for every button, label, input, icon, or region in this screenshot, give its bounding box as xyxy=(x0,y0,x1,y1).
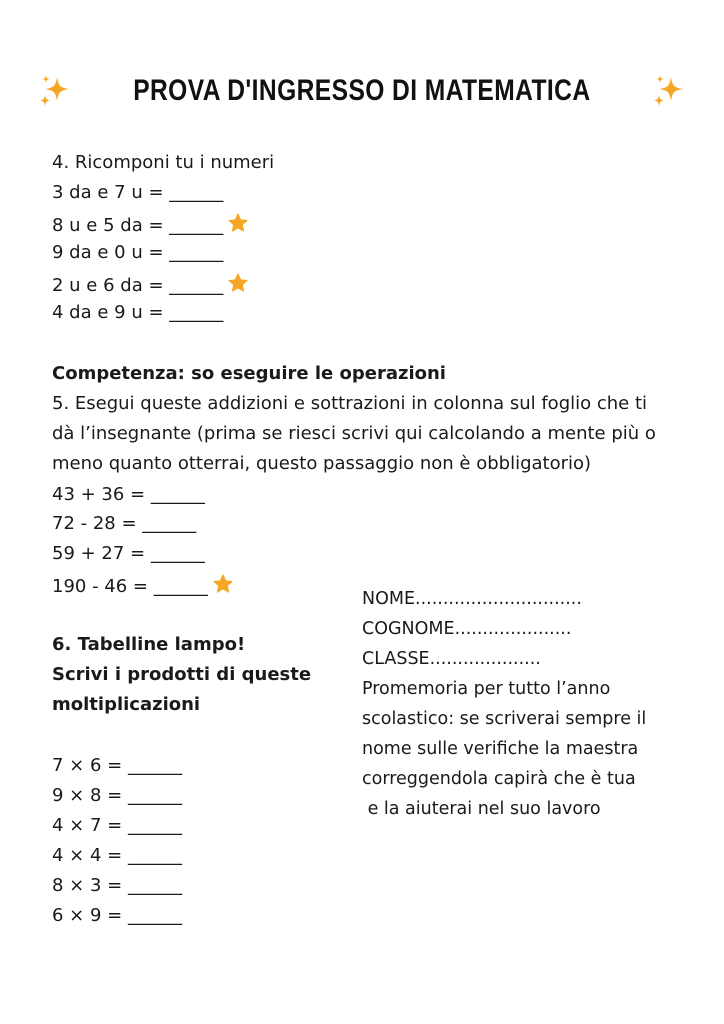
section-6-subtitle: Scrivi i prodotti di queste xyxy=(52,664,312,685)
name-field: NOME.............................. xyxy=(362,589,582,609)
list-item: 6 × 9 = ______ xyxy=(52,905,182,926)
sparkles-icon xyxy=(37,73,73,109)
star-icon xyxy=(227,212,249,234)
list-item: 4 da e 9 u = ______ xyxy=(52,302,224,323)
section-6-subtitle: moltiplicazioni xyxy=(52,694,201,715)
reminder-line: nome sulle verifiche la maestra xyxy=(362,739,639,759)
list-item: 8 u e 5 da = ______ xyxy=(52,212,249,237)
sparkles-icon xyxy=(651,73,687,109)
list-item: 2 u e 6 da = ______ xyxy=(52,272,249,297)
list-item: 190 - 46 = ______ xyxy=(52,573,234,598)
list-item: 72 - 28 = ______ xyxy=(52,513,197,534)
section-6-title: 6. Tabelline lampo! xyxy=(52,634,246,655)
list-item: 4 × 4 = ______ xyxy=(52,845,182,866)
list-item: 3 da e 7 u = ______ xyxy=(52,182,224,203)
class-field: CLASSE.................... xyxy=(362,649,541,669)
list-item: 43 + 36 = ______ xyxy=(52,484,205,505)
reminder-line: Promemoria per tutto l’anno xyxy=(362,679,611,699)
list-item: 4 × 7 = ______ xyxy=(52,815,182,836)
list-item: 8 × 3 = ______ xyxy=(52,875,182,896)
page-header xyxy=(0,66,724,116)
list-item: 59 + 27 = ______ xyxy=(52,543,205,564)
list-item: 7 × 6 = ______ xyxy=(52,755,182,776)
reminder-line: correggendola capirà che è tua xyxy=(362,769,636,789)
reminder-line: e la aiuterai nel suo lavoro xyxy=(362,799,601,819)
surname-field: COGNOME..................... xyxy=(362,619,572,639)
student-info-block xyxy=(362,584,692,824)
list-item: 9 da e 0 u = ______ xyxy=(52,242,224,263)
star-icon xyxy=(212,573,234,595)
list-item: 9 × 8 = ______ xyxy=(52,785,182,806)
reminder-line: scolastico: se scriverai sempre il xyxy=(362,709,647,729)
section-4-heading: 4. Ricomponi tu i numeri xyxy=(52,152,275,173)
star-icon xyxy=(227,272,249,294)
page-title: PROVA D'INGRESSO DI MATEMATICA xyxy=(133,74,591,107)
section-5-instruction: 5. Esegui queste addizioni e sottrazioni in colonna sul foglio che ti dà l’insegnante (prima se riesci scrivi qui calcolando a mente più o meno quanto otterrai, questo passaggio non è obbligatorio) xyxy=(52,393,656,474)
competence-heading: Competenza: so eseguire le operazioni xyxy=(52,363,446,384)
